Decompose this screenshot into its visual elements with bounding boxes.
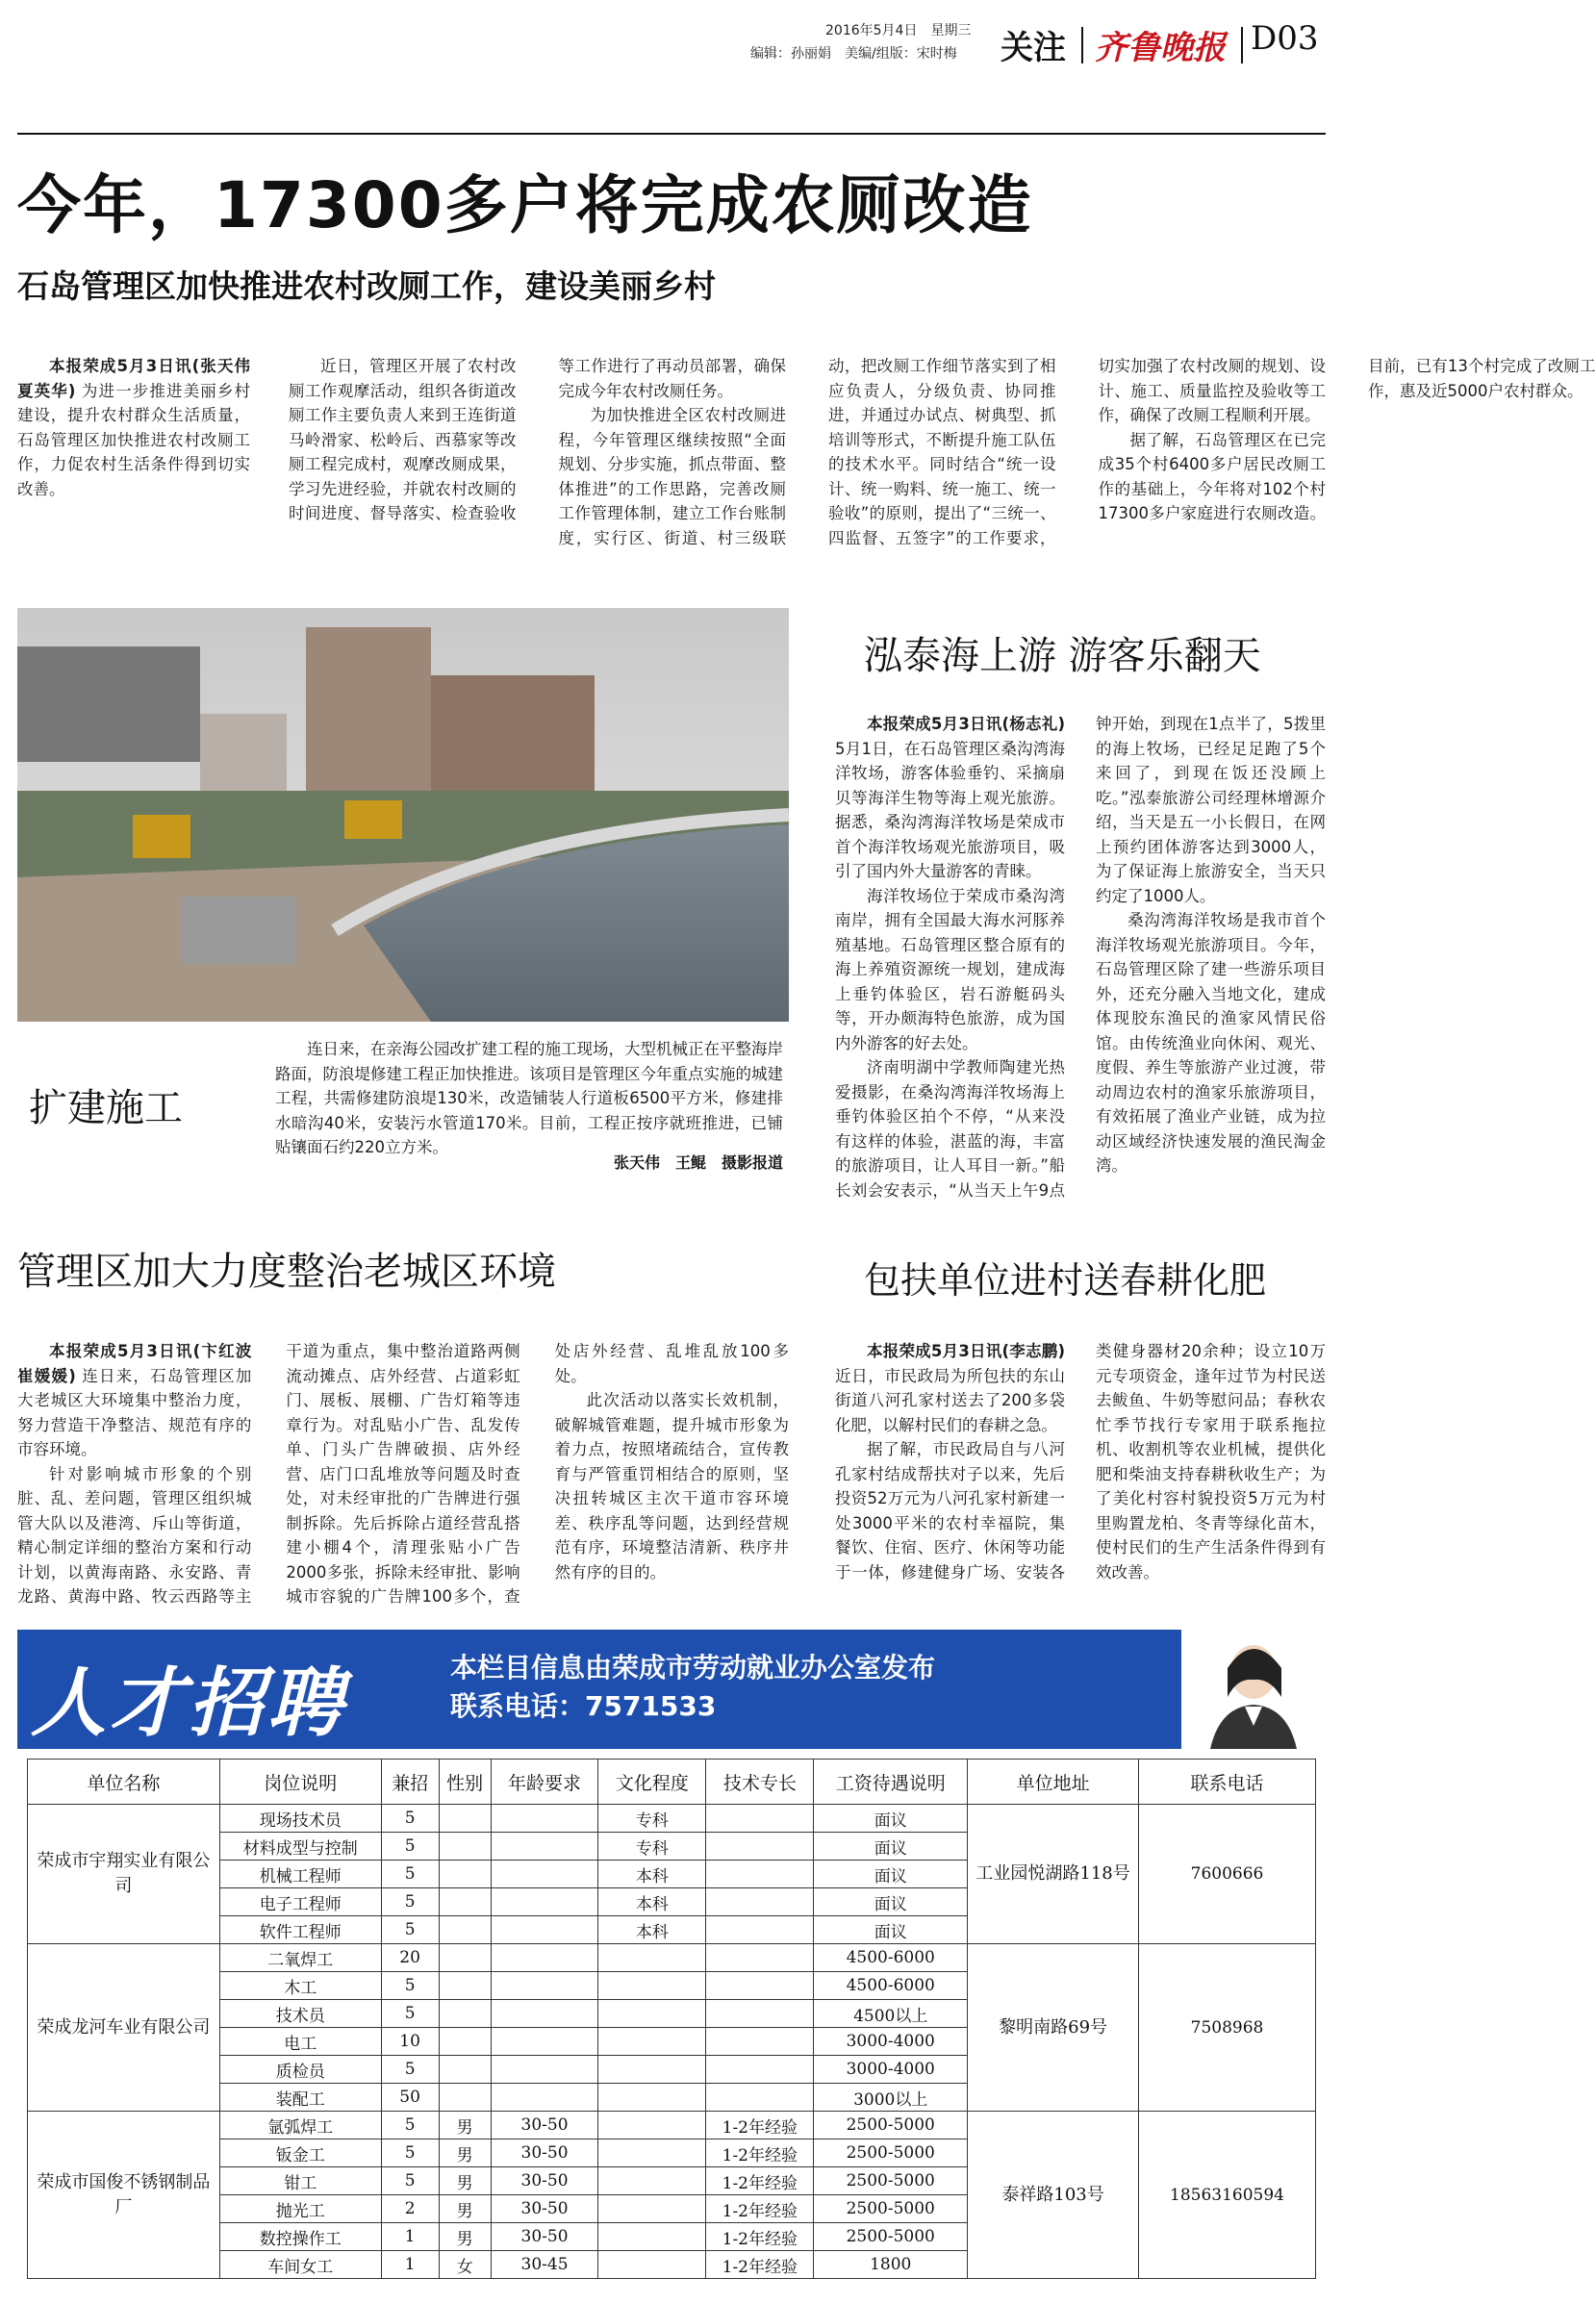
company-address-cell: 工业园悦湖路118号 (968, 1805, 1139, 1944)
job-count-cell: 5 (381, 1888, 439, 1916)
job-salary-cell: 面议 (814, 1888, 968, 1916)
job-edu-cell (598, 2223, 706, 2251)
table-header-row (28, 1760, 1316, 1805)
job-edu-cell: 专科 (598, 1805, 706, 1833)
job-skill-cell (706, 1916, 814, 1944)
job-salary-cell: 4500-6000 (814, 1944, 968, 1972)
job-salary-cell: 2500-5000 (814, 2195, 968, 2223)
job-edu-cell (598, 2028, 706, 2056)
job-post-cell: 质检员 (219, 2056, 381, 2084)
job-age-cell: 30-50 (491, 2223, 598, 2251)
header-rule (17, 133, 1326, 135)
aid-byline: 本报荣成5月3日讯(李志鹏) (867, 1342, 1065, 1360)
job-count-cell: 5 (381, 1916, 439, 1944)
job-salary-cell: 1800 (814, 2251, 968, 2279)
job-count-cell: 5 (381, 2112, 439, 2139)
lead-paragraph: 为加快推进全区农村改厕进程，今年管理区继续按照“全面规划、分步实施，抓点带面、整体推进”的工作思路，完善改厕工作管理体制，建立工作台账制度，实行区、街道、村三级联动，把改厕工作细节落实到了相应负责人，分级负责、协同推进，并通过办试点、树典型、抓培训等形式，不断提升施工队伍的技术水平。同时结合“统一设计、统一购料、统一施工、统一验收”的原则，提出了“三统一、四监督、五签字”的工作要求，切实加强了农村改厕的规划、设计、施工、质量监控及验收等工作，确保了改厕工程顺利开展。 (558, 357, 1326, 547)
tourism-paragraph: 桑沟湾海洋牧场是我市首个海洋牧场观光旅游项目。今年，石岛管理区除了建一些游乐项目外，还充分融入当地文化，建成体现胶东渔民的渔家风情民俗馆。由传统渔业向休闲、观光、度假、养生等旅游产业过渡，带动周边农村的渔家乐旅游项目，有效拓展了渔业产业链，成为拉动区域经济快速发展的渔民淘金湾。 (1096, 911, 1326, 1175)
company-phone-cell: 18563160594 (1139, 2112, 1316, 2279)
job-age-cell: 30-45 (491, 2251, 598, 2279)
construction-photo-image (17, 608, 789, 1022)
job-post-cell: 车间女工 (219, 2251, 381, 2279)
job-skill-cell: 1-2年经验 (706, 2167, 814, 2195)
company-address-cell: 泰祥路103号 (968, 2112, 1139, 2279)
lead-subhead: 石岛管理区加快推进农村改厕工作，建设美丽乡村 (17, 267, 716, 305)
recruitment-banner (17, 1630, 1326, 1749)
recruitment-info-line1: 本栏目信息由荣成市劳动就业办公室发布 (450, 1652, 936, 1684)
job-salary-cell: 4500以上 (814, 2000, 968, 2028)
job-post-cell: 二氧焊工 (219, 1944, 381, 1972)
lead-paragraph: 据了解，石岛管理区在已完成35个村6400多户居民改厕工作的基础上，今年将对102个村17300多户家庭进行农厕改造。目前，已有13个村完成了改厕工作，惠及近5000户农村群众。 (1098, 357, 1596, 522)
col-header: 技术专长 (706, 1760, 814, 1805)
tourism-byline: 本报荣成5月3日讯(杨志礼) (867, 715, 1065, 733)
job-post-cell: 氩弧焊工 (219, 2112, 381, 2139)
recruitment-title: 人才招聘 (31, 1660, 347, 1747)
aid-paragraph: 近日，市民政局为所包扶的东山街道八河孔家村送去了200多袋化肥，以解村民们的春耕之急。 (835, 1366, 1065, 1434)
job-gender-cell (439, 1833, 491, 1861)
job-post-cell: 电工 (219, 2028, 381, 2056)
job-salary-cell: 3000-4000 (814, 2056, 968, 2084)
job-count-cell: 5 (381, 2000, 439, 2028)
job-edu-cell (598, 2056, 706, 2084)
header-divider (1081, 27, 1083, 63)
section-name: 关注 (1001, 29, 1066, 67)
job-gender-cell: 女 (439, 2251, 491, 2279)
job-count-cell: 1 (381, 2223, 439, 2251)
lead-byline: 本报荣成5月3日讯(张天伟 夏英华) (17, 357, 266, 400)
table-row (28, 1944, 1316, 1972)
job-salary-cell: 3000-4000 (814, 2028, 968, 2056)
job-post-cell: 装配工 (219, 2084, 381, 2112)
photo-label: 扩建施工 (29, 1086, 183, 1130)
job-post-cell: 现场技术员 (219, 1805, 381, 1833)
job-edu-cell (598, 1944, 706, 1972)
job-age-cell: 30-50 (491, 2167, 598, 2195)
recruitment-info-line2: 联系电话：7571533 (450, 1690, 717, 1722)
job-post-cell: 木工 (219, 1972, 381, 2000)
company-name-cell: 荣成市宇翔实业有限公司 (28, 1805, 220, 1944)
job-count-cell: 5 (381, 1861, 439, 1888)
job-age-cell (491, 2056, 598, 2084)
job-salary-cell: 2500-5000 (814, 2167, 968, 2195)
job-gender-cell: 男 (439, 2139, 491, 2167)
company-address-cell: 黎明南路69号 (968, 1944, 1139, 2112)
job-age-cell: 30-50 (491, 2112, 598, 2139)
job-gender-cell: 男 (439, 2223, 491, 2251)
job-gender-cell (439, 2084, 491, 2112)
oldtown-paragraph: 连日来，石岛管理区加大老城区大环境集中整治力度，努力营造干净整洁、规范有序的市容环境。 (17, 1366, 252, 1458)
job-gender-cell (439, 1805, 491, 1833)
tourism-paragraph: 海洋牧场位于荣成市桑沟湾南岸，拥有全国最大海水河豚养殖基地。石岛管理区整合原有的海上养殖资源统一规划，建成海上垂钓体验区，岩石游艇码头等，开办颇海特色旅游，成为国内外游客的好去处。 (835, 886, 1065, 1052)
job-skill-cell: 1-2年经验 (706, 2112, 814, 2139)
photo-credit: 张天伟 王鲲 摄影报道 (613, 1153, 783, 1172)
paper-logo: 齐鲁晚报 (1095, 29, 1226, 67)
job-skill-cell (706, 1833, 814, 1861)
header-date: 2016年5月4日 (825, 23, 918, 38)
job-salary-cell: 2500-5000 (814, 2139, 968, 2167)
job-salary-cell: 4500-6000 (814, 1972, 968, 2000)
job-edu-cell (598, 2084, 706, 2112)
photo-caption-text: 连日来，在亲海公园改扩建工程的施工现场，大型机械正在平整海岸路面，防浪堤修建工程正加快推进。该项目是管理区今年重点实施的城建工程，共需修建防浪堤130米，改造铺装人行道板6500平方米，修建排水暗沟40米，安装污水管道170米。目前，工程正按序就班推进，已铺贴镶面石约220立方米。 (275, 1040, 783, 1156)
job-salary-cell: 2500-5000 (814, 2112, 968, 2139)
oldtown-byline: 本报荣成5月3日讯(卞红波 崔媛媛) (17, 1342, 267, 1385)
aid-headline: 包扶单位进村送春耕化肥 (864, 1259, 1267, 1302)
job-gender-cell: 男 (439, 2112, 491, 2139)
job-post-cell: 抛光工 (219, 2195, 381, 2223)
job-edu-cell (598, 2000, 706, 2028)
col-header: 单位地址 (968, 1760, 1139, 1805)
job-skill-cell (706, 1805, 814, 1833)
job-skill-cell (706, 2028, 814, 2056)
job-edu-cell: 本科 (598, 1888, 706, 1916)
oldtown-body (17, 1339, 789, 1637)
aid-paragraph: 据了解，市民政局自与八河孔家村结成帮扶对子以来，先后投资52万元为八河孔家村新建一处3000平米的农村幸福院，集餐饮、住宿、医疗、休闲等功能于一体，修建健身广场、安装各类健身器材20余种；设立10万元专项资金，逢年过节为村民送去鲅鱼、牛奶等慰问品；春秋农忙季节找行专家用于联系拖拉机、收割机等农业机械，提供化肥和柴油支持春耕秋收生产；为了美化村容村貌投资5万元为村里购置龙柏、冬青等绿化苗木，使村民们的生产生活条件得到有效改善。 (835, 1342, 1326, 1582)
job-edu-cell (598, 1972, 706, 2000)
job-skill-cell (706, 2056, 814, 2084)
table-row (28, 2112, 1316, 2139)
table-row (28, 1805, 1316, 1833)
job-count-cell: 5 (381, 1805, 439, 1833)
job-salary-cell: 2500-5000 (814, 2223, 968, 2251)
tourism-paragraph: 济南明湖中学教师陶建光热爱摄影，在桑沟湾海洋牧场海上垂钓体验区拍个不停，“从来没有这样的体验，湛蓝的海，丰富的旅游项目，让人耳目一新。”船长刘会安表示，“从当天上午9点钟开始，到现在1点半了，5拨里的海上牧场，已经足足跑了5个来回了，到现在饭还没顾上吃。”泓泰旅游公司经理林增源介绍，当天是五一小长假日，在网上预约团体游客达到3000人，为了保证海上旅游安全，当天只约定了1000人。 (835, 715, 1326, 1200)
job-post-cell: 钣金工 (219, 2139, 381, 2167)
receptionist-illustration (1181, 1630, 1326, 1749)
job-count-cell: 50 (381, 2084, 439, 2112)
job-age-cell (491, 2084, 598, 2112)
job-skill-cell (706, 2000, 814, 2028)
job-age-cell: 30-50 (491, 2139, 598, 2167)
job-post-cell: 技术员 (219, 2000, 381, 2028)
recruitment-table-wrap (27, 1759, 1316, 2279)
col-header: 工资待遇说明 (814, 1760, 968, 1805)
job-skill-cell (706, 1972, 814, 2000)
aid-body (835, 1339, 1326, 1637)
lead-col-1 (17, 354, 266, 501)
tourism-paragraph: 5月1日，在石岛管理区桑沟湾海洋牧场，游客体验垂钓、采摘扇贝等海洋生物等海上观光旅游。据悉，桑沟湾海洋牧场是荣成市首个海洋牧场观光旅游项目，吸引了国内外大量游客的青睐。 (835, 739, 1065, 880)
job-gender-cell (439, 2028, 491, 2056)
col-header: 单位名称 (28, 1760, 220, 1805)
job-salary-cell: 面议 (814, 1916, 968, 1944)
lead-paragraph: 为进一步推进美丽乡村建设，提升农村群众生活质量，石岛管理区加快推进农村改厕工作，力促农村生活条件得到切实改善。 (17, 381, 251, 498)
job-age-cell: 30-50 (491, 2195, 598, 2223)
job-count-cell: 5 (381, 1972, 439, 2000)
job-skill-cell (706, 1888, 814, 1916)
job-edu-cell (598, 2251, 706, 2279)
job-edu-cell (598, 2195, 706, 2223)
job-skill-cell (706, 1944, 814, 1972)
job-salary-cell: 面议 (814, 1833, 968, 1861)
tourism-body (835, 712, 1326, 1251)
job-age-cell (491, 1944, 598, 1972)
job-count-cell: 10 (381, 2028, 439, 2056)
company-name-cell: 荣成龙河车业有限公司 (28, 1944, 220, 2112)
lead-body-cols (289, 354, 1596, 556)
col-header: 岗位说明 (219, 1760, 381, 1805)
lead-headline: 今年，17300多户将完成农厕改造 (17, 168, 1033, 242)
job-post-cell: 机械工程师 (219, 1861, 381, 1888)
job-edu-cell (598, 2139, 706, 2167)
job-age-cell (491, 1861, 598, 1888)
page-number: D03 (1251, 19, 1319, 58)
job-post-cell: 数控操作工 (219, 2223, 381, 2251)
job-count-cell: 20 (381, 1944, 439, 1972)
job-gender-cell (439, 1888, 491, 1916)
job-skill-cell: 1-2年经验 (706, 2139, 814, 2167)
job-gender-cell (439, 2056, 491, 2084)
job-gender-cell: 男 (439, 2195, 491, 2223)
company-phone-cell: 7600666 (1139, 1805, 1316, 1944)
job-post-cell: 电子工程师 (219, 1888, 381, 1916)
job-age-cell (491, 1916, 598, 1944)
job-age-cell (491, 2000, 598, 2028)
job-count-cell: 5 (381, 2167, 439, 2195)
job-edu-cell: 专科 (598, 1833, 706, 1861)
col-header: 联系电话 (1139, 1760, 1316, 1805)
job-count-cell: 5 (381, 1833, 439, 1861)
job-gender-cell (439, 1861, 491, 1888)
header-weekday: 星期三 (930, 23, 972, 38)
job-count-cell: 5 (381, 2139, 439, 2167)
job-edu-cell (598, 2167, 706, 2195)
job-count-cell: 1 (381, 2251, 439, 2279)
tourism-headline: 泓泰海上游 游客乐翻天 (864, 634, 1261, 678)
job-skill-cell: 1-2年经验 (706, 2223, 814, 2251)
recruitment-info (450, 1649, 935, 1726)
job-post-cell: 钳工 (219, 2167, 381, 2195)
construction-photo (17, 608, 789, 1022)
header-divider-2 (1241, 27, 1243, 63)
job-salary-cell: 面议 (814, 1805, 968, 1833)
job-skill-cell: 1-2年经验 (706, 2195, 814, 2223)
job-gender-cell (439, 1916, 491, 1944)
job-count-cell: 2 (381, 2195, 439, 2223)
company-name-cell: 荣成市国俊不锈钢制品厂 (28, 2112, 220, 2279)
oldtown-headline: 管理区加大力度整治老城区环境 (17, 1250, 556, 1294)
job-gender-cell: 男 (439, 2167, 491, 2195)
job-age-cell (491, 1805, 598, 1833)
company-phone-cell: 7508968 (1139, 1944, 1316, 2112)
job-age-cell (491, 2028, 598, 2056)
col-header: 兼招 (381, 1760, 439, 1805)
job-post-cell: 软件工程师 (219, 1916, 381, 1944)
oldtown-paragraph: 此次活动以落实长效机制，破解城管难题，提升城市形象为着力点，按照堵疏结合，宣传教育与严管重罚相结合的原则，坚决扭转城区主次干道市容环境差、秩序乱等问题，达到经营规范有序，环境整洁清新、秩序井然有序的目的。 (554, 1391, 789, 1582)
job-gender-cell (439, 2000, 491, 2028)
oldtown-paragraph: 针对影响城市形象的个别脏、乱、差问题，管理区组织城管大队以及港湾、斥山等街道，精心制定详细的整治方案和行动计划，以黄海南路、永安路、青龙路、黄海中路、牧云西路等主干道为重点，集中整治道路两侧流动摊点、店外经营、占道彩虹门、展板、展棚、广告灯箱等违章行为。对乱贴小广告、乱发传单、门头广告牌破损、店外经营、店门口乱堆放等问题及时查处，对未经审批的广告牌进行强制拆除。先后拆除占道经营乱搭建小棚4个，清理张贴小广告2000多张，拆除未经审批、影响城市容貌的广告牌100多个，查处店外经营、乱堆乱放100多处。 (17, 1342, 789, 1606)
job-count-cell: 5 (381, 2056, 439, 2084)
col-header: 年龄要求 (491, 1760, 598, 1805)
job-edu-cell (598, 2112, 706, 2139)
job-age-cell (491, 1833, 598, 1861)
job-skill-cell: 1-2年经验 (706, 2251, 814, 2279)
job-edu-cell: 本科 (598, 1861, 706, 1888)
job-age-cell (491, 1972, 598, 2000)
col-header: 性别 (439, 1760, 491, 1805)
job-skill-cell (706, 1861, 814, 1888)
job-post-cell: 材料成型与控制 (219, 1833, 381, 1861)
job-gender-cell (439, 1944, 491, 1972)
job-age-cell (491, 1888, 598, 1916)
job-gender-cell (439, 1972, 491, 2000)
job-salary-cell: 面议 (814, 1861, 968, 1888)
header-date-line (825, 21, 971, 40)
header-editors: 编辑：孙丽娟 美编/组版：宋时梅 (750, 46, 957, 62)
job-skill-cell (706, 2084, 814, 2112)
recruitment-table (27, 1759, 1316, 2279)
photo-caption (275, 1037, 783, 1160)
lead-paragraph: 近日，管理区开展了农村改厕工作观摩活动，组织各街道改厕工作主要负责人来到王连街道马岭滑家、松岭后、西慕家等改厕工程完成村，观摩改厕成果，学习先进经验，并就农村改厕的时间进度、督导落实、检查验收等工作进行了再动员部署，确保完成今年农村改厕任务。 (289, 357, 786, 522)
recruitment-table-body (28, 1805, 1316, 2279)
job-edu-cell: 本科 (598, 1916, 706, 1944)
col-header: 文化程度 (598, 1760, 706, 1805)
job-salary-cell: 3000以上 (814, 2084, 968, 2112)
